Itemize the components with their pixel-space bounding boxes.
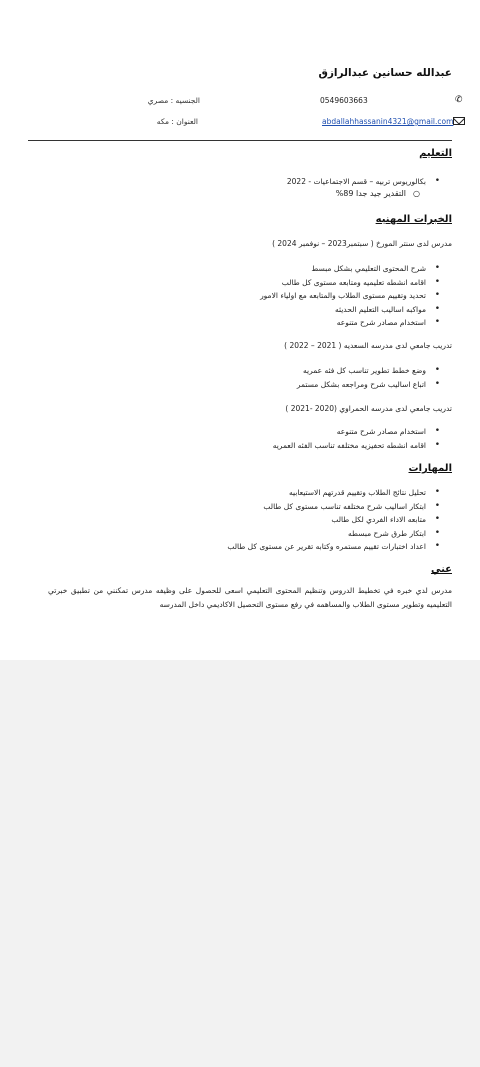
header-divider [28,140,452,141]
skills-heading: المهارات [408,463,452,474]
phone-icon: ✆ [455,95,463,105]
education-degree: • بكالوريوس تربيه – قسم الاجتماعيات - 2022 [287,175,440,189]
list-item: • تحليل نتائج الطلاب وتقييم قدرتهم الاستيعابيه [227,486,440,500]
list-item: • اقامه انشطه تعليميه ومتابعه مستوى كل طالب [260,276,440,290]
list-item: • وضع خطط تطوير تناسب كل فئه عمريه [297,364,440,378]
skills-list [227,486,440,554]
list-item: • متابعه الاداء الفردي لكل طالب [227,513,440,527]
address: العنوان : مكه [156,117,198,126]
about-heading: عني [430,564,452,575]
list-item: • تحديد وتقييم مستوى الطلاب والمتابعه مع اولياء الامور [260,289,440,303]
experience-heading: الخبرات المهنيه [375,214,452,225]
list-item: • استخدام مصادر شرح متنوعه [260,316,440,330]
list-item: • ابتكار اساليب شرح مختلفه تناسب مستوى كل طالب [227,500,440,514]
education-heading: التعليم [419,148,452,159]
job-items [273,425,440,452]
education-grade [336,189,420,198]
email-link[interactable]: abdallahhassanin4321@gmail.com [322,117,454,126]
list-item: • شرح المحتوى التعليمي بشكل مبسط [260,262,440,276]
job-heading: تدريب جامعي لدى مدرسه الحمراوي (2020 -2021 ) [285,404,452,413]
job-heading: تدريب جامعي لدى مدرسه السعديه ( 2021 – 2022 ) [284,341,452,350]
list-item: • اعداد اختبارات تقييم مستمره وكتابه تقرير عن مستوى كل طالب [227,540,440,554]
circle-bullet-icon: ○ [413,189,420,198]
education-grade-text: التقدير جيد جدا 89% [335,189,406,198]
phone-number[interactable]: 0549603663 [320,96,368,105]
email-icon [453,117,465,125]
list-item: • استخدام مصادر شرح متنوعه [273,425,440,439]
job-items [260,262,440,330]
about-paragraph: مدرس لدي خبره في تخطيط الدروس وتنظيم المحتوى التعليمي اسعى للحصول على وظيفه مدرس تمكنني من تطبيق خبرتي التعليميه وتطوير مستوى الطلاب والمساهمه في رفع مستوى التحصيل الاكاديمي داخل المدرسه [48,586,452,609]
education-list [287,175,440,189]
candidate-name: عبدالله حسانين عبدالرازق [318,67,452,79]
job-items [297,364,440,391]
list-item: • اتباع اساليب شرح ومراجعه بشكل مستمر [297,378,440,392]
nationality: الجنسيه : مصري [147,96,200,105]
job-heading: مدرس لدى سنتر المورخ ( سبتمبر2023 – نوفمبر 2024 ) [272,239,452,248]
list-item: • اقامه انشطه تحفيزيه مختلفه تناسب الفئه العمريه [273,439,440,453]
list-item: • مواكبه اساليب التعليم الحديثه [260,303,440,317]
list-item: • ابتكار طرق شرح مبسطه [227,527,440,541]
